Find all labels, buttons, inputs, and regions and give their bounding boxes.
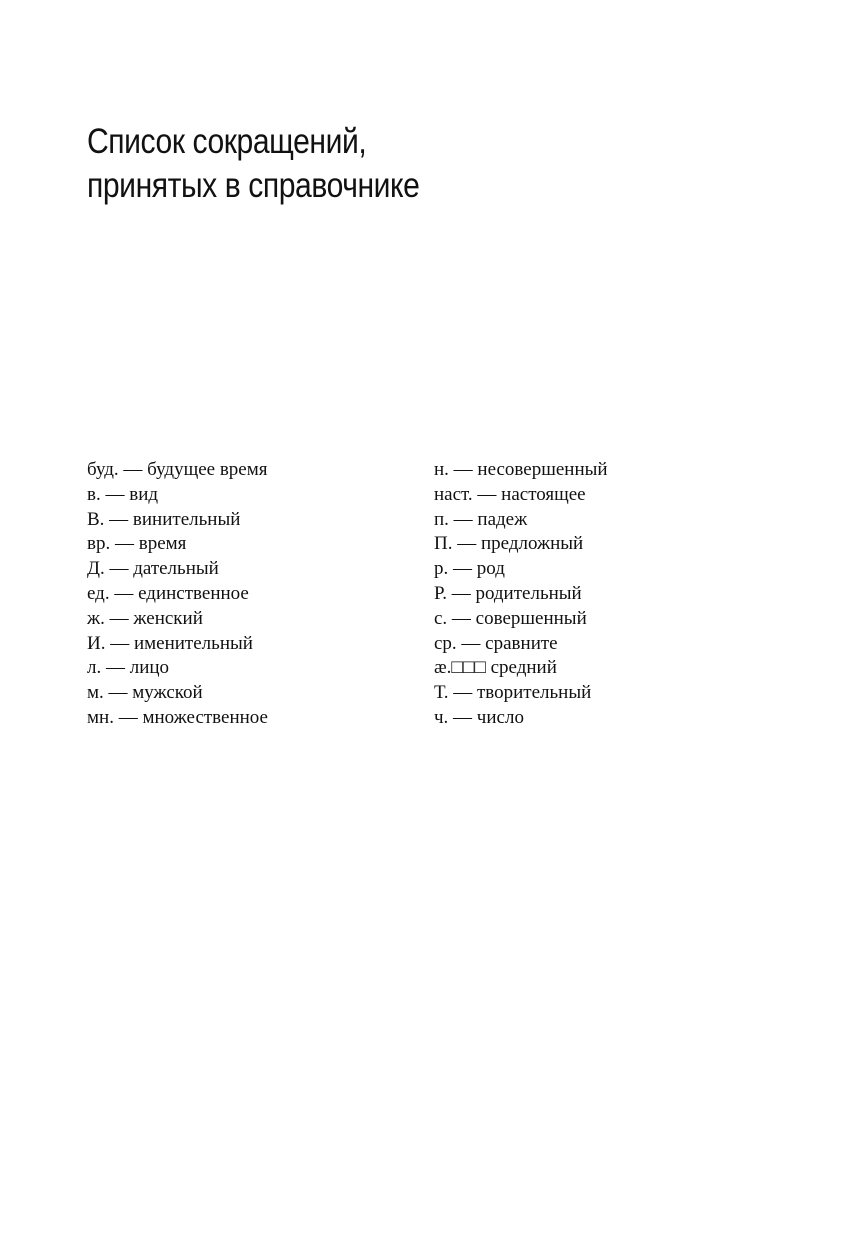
abbreviations-left-column <box>87 458 268 731</box>
abbreviation-item: м. — мужской <box>87 682 203 704</box>
page-title-line-1: Список сокращений, <box>87 122 367 161</box>
abbreviation-item: ср. — сравните <box>434 632 558 654</box>
abbreviation-item: И. — именительный <box>87 632 253 654</box>
abbreviation-item: мн. — множественное <box>87 706 268 728</box>
abbreviation-item: ж. — женский <box>87 607 203 629</box>
abbreviation-item: буд. — будущее время <box>87 459 268 480</box>
abbreviation-item: п. — падеж <box>434 508 528 530</box>
abbreviation-item: ед. — единственное <box>87 582 249 604</box>
abbreviation-item: л. — лицо <box>87 657 170 679</box>
abbreviation-item: н. — несовершенный <box>434 459 608 480</box>
abbreviation-item: Р. — родительный <box>434 582 582 604</box>
abbreviations-right-column <box>434 458 608 731</box>
page-title-line-2: принятых в справочнике <box>87 166 420 205</box>
abbreviation-item: наст. — настоящее <box>434 483 586 505</box>
abbreviation-item: æ.□□□ средний <box>434 657 557 679</box>
abbreviation-item: р. — род <box>434 558 505 580</box>
abbreviation-item: с. — совершенный <box>434 607 587 629</box>
abbreviation-item: вр. — время <box>87 533 187 555</box>
abbreviation-item: Д. — дательный <box>87 558 219 580</box>
abbreviation-item: П. — предложный <box>434 533 584 555</box>
abbreviation-item: в. — вид <box>87 483 159 505</box>
abbreviation-item: В. — винительный <box>87 508 241 530</box>
abbreviation-item: Т. — творительный <box>434 682 592 704</box>
abbreviation-item: ч. — число <box>434 706 524 728</box>
page-title <box>87 120 689 208</box>
